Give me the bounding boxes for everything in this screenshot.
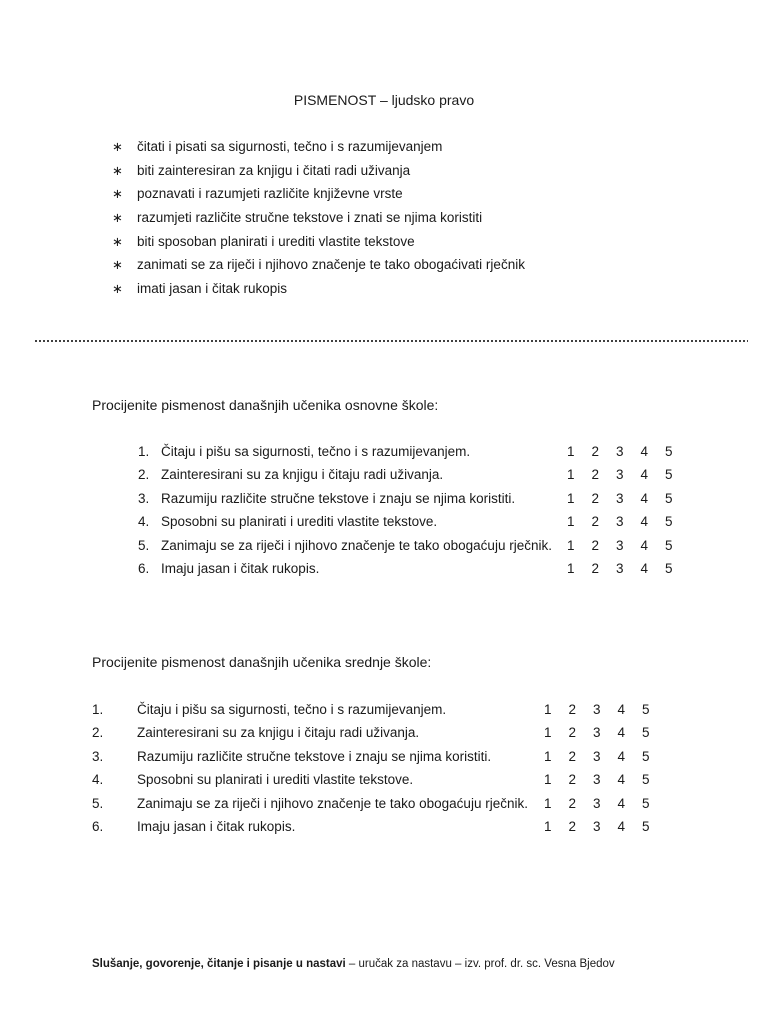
- rating-row: [92, 701, 672, 724]
- item-text: Zainteresirani su za knjigu i čitaju radi uživanja.: [161, 467, 444, 483]
- item-text: Zanimaju se za riječi i njihovo značenje te tako obogaćuju rječnik.: [161, 537, 552, 553]
- rating-option[interactable]: 5: [642, 795, 650, 811]
- rating-option[interactable]: 2: [568, 748, 577, 764]
- rating-scale: [567, 490, 690, 508]
- rating-option[interactable]: 3: [593, 748, 601, 764]
- section1-prompt: Procijenite pismenost današnjih učenika osnovne škole:: [92, 397, 439, 413]
- asterisk-icon: ∗: [112, 233, 123, 249]
- rating-option[interactable]: 5: [642, 772, 650, 788]
- asterisk-icon: ∗: [112, 210, 123, 226]
- list-item: ∗ čitati i pisati sa sigurnosti, tečno i s razumijevanjem: [112, 138, 525, 162]
- footer-book-title: Slušanje, govorenje, čitanje i pisanje u nastavi: [92, 958, 346, 970]
- list-item: ∗ biti sposoban planirati i urediti vlastite tekstove: [112, 233, 525, 257]
- rating-option[interactable]: 1: [567, 467, 575, 483]
- item-number: 4.: [92, 772, 104, 788]
- item-text: Čitaju i pišu sa sigurnosti, tečno i s razumijevanjem.: [161, 444, 471, 459]
- rating-option[interactable]: 4: [640, 537, 649, 553]
- rating-option[interactable]: 3: [593, 702, 601, 717]
- rating-option[interactable]: 5: [642, 725, 650, 741]
- rating-scale: [544, 724, 667, 742]
- section1-rating-list: [138, 443, 698, 583]
- rating-scale: [567, 443, 690, 461]
- rating-option[interactable]: 4: [640, 514, 649, 530]
- rating-option[interactable]: 2: [591, 490, 600, 506]
- rating-option[interactable]: 2: [591, 537, 600, 553]
- item-number: 1.: [92, 702, 104, 717]
- rating-option[interactable]: 2: [568, 772, 577, 788]
- rating-option[interactable]: 3: [593, 725, 601, 741]
- rating-option[interactable]: 2: [591, 560, 600, 576]
- list-item: ∗ razumjeti različite stručne tekstove i znati se njima koristiti: [112, 209, 525, 233]
- list-item: ∗ biti zainteresiran za knjigu i čitati radi uživanja: [112, 162, 525, 186]
- rating-scale: [567, 513, 690, 531]
- rating-option[interactable]: 3: [616, 560, 624, 576]
- rating-option[interactable]: 4: [640, 560, 649, 576]
- rating-option[interactable]: 3: [616, 444, 624, 459]
- rating-option[interactable]: 4: [640, 467, 649, 483]
- list-item: ∗ imati jasan i čitak rukopis: [112, 280, 525, 304]
- footer-credit: – uručak za nastavu – izv. prof. dr. sc. Vesna Bjedov: [345, 958, 615, 970]
- item-number: 3.: [92, 748, 104, 764]
- rating-row: [92, 818, 672, 841]
- rating-option[interactable]: 2: [591, 444, 600, 459]
- rating-option[interactable]: 4: [617, 795, 626, 811]
- rating-row: [138, 490, 698, 513]
- asterisk-icon: ∗: [112, 281, 123, 297]
- rating-scale: [544, 748, 667, 766]
- asterisk-icon: ∗: [112, 186, 123, 202]
- rating-option[interactable]: 1: [567, 560, 575, 576]
- rating-option[interactable]: 5: [665, 560, 673, 576]
- item-text: Čitaju i pišu sa sigurnosti, tečno i s razumijevanjem.: [137, 702, 447, 717]
- rating-option[interactable]: 5: [665, 490, 673, 506]
- rating-option[interactable]: 5: [665, 537, 673, 553]
- list-item: ∗ poznavati i razumjeti različite književne vrste: [112, 185, 525, 209]
- rating-option[interactable]: 5: [642, 818, 650, 834]
- rating-scale: [544, 701, 667, 719]
- rating-option[interactable]: 3: [593, 795, 601, 811]
- rating-option[interactable]: 4: [617, 725, 626, 741]
- footer: [92, 958, 615, 970]
- rating-option[interactable]: 2: [591, 514, 600, 530]
- rating-scale: [567, 560, 690, 578]
- rating-option[interactable]: 2: [568, 725, 577, 741]
- rating-option[interactable]: 3: [616, 467, 624, 483]
- rating-option[interactable]: 5: [642, 702, 650, 717]
- rating-option[interactable]: 4: [617, 748, 626, 764]
- rating-option[interactable]: 5: [642, 748, 650, 764]
- rating-row: [138, 443, 698, 466]
- rating-option[interactable]: 5: [665, 444, 673, 459]
- asterisk-icon: ∗: [112, 162, 123, 178]
- rating-option[interactable]: 1: [544, 795, 552, 811]
- item-number: 2.: [138, 467, 150, 483]
- rating-row: [92, 724, 672, 747]
- item-text: Imaju jasan i čitak rukopis.: [137, 818, 296, 834]
- rating-row: [138, 466, 698, 489]
- rating-option[interactable]: 4: [640, 444, 649, 459]
- rating-option[interactable]: 1: [544, 772, 552, 788]
- section2-prompt: Procijenite pismenost današnjih učenika srednje škole:: [92, 654, 432, 670]
- rating-row: [92, 795, 672, 818]
- rating-option[interactable]: 4: [640, 490, 649, 506]
- item-number: 3.: [138, 490, 150, 506]
- rating-row: [92, 771, 672, 794]
- rating-option[interactable]: 1: [567, 537, 575, 553]
- asterisk-icon: ∗: [112, 139, 123, 154]
- item-text: Imaju jasan i čitak rukopis.: [161, 560, 320, 576]
- rating-option[interactable]: 1: [544, 725, 552, 741]
- item-text: Razumiju različite stručne tekstove i znaju se njima koristiti.: [137, 748, 492, 764]
- item-text: Zanimaju se za riječi i njihovo značenje te tako obogaćuju rječnik.: [137, 795, 528, 811]
- rating-option[interactable]: 1: [567, 490, 575, 506]
- rating-option[interactable]: 4: [617, 772, 626, 788]
- item-number: 2.: [92, 725, 104, 741]
- rating-option[interactable]: 3: [616, 490, 624, 506]
- rating-option[interactable]: 2: [568, 795, 577, 811]
- item-number: 1.: [138, 444, 150, 459]
- item-number: 6.: [92, 818, 104, 834]
- rating-row: [138, 560, 698, 583]
- item-text: Zainteresirani su za knjigu i čitaju radi uživanja.: [137, 725, 420, 741]
- rating-scale: [567, 537, 690, 555]
- item-number: 4.: [138, 514, 150, 530]
- rating-option[interactable]: 1: [567, 514, 575, 530]
- item-text: Sposobni su planirati i urediti vlastite tekstove.: [137, 772, 414, 788]
- rating-option[interactable]: 3: [593, 772, 601, 788]
- rating-option[interactable]: 4: [617, 818, 626, 834]
- rating-row: [92, 748, 672, 771]
- rating-option[interactable]: 2: [591, 467, 600, 483]
- rating-option[interactable]: 1: [544, 818, 552, 834]
- item-text: Sposobni su planirati i urediti vlastite tekstove.: [161, 514, 438, 530]
- rating-option[interactable]: 1: [544, 702, 552, 717]
- rating-scale: [567, 466, 690, 484]
- rating-scale: [544, 818, 667, 836]
- dotted-divider: [34, 339, 748, 343]
- rating-scale: [544, 771, 667, 789]
- rating-row: [138, 537, 698, 560]
- rating-option[interactable]: 3: [616, 514, 624, 530]
- rating-row: [138, 513, 698, 536]
- item-text: Razumiju različite stručne tekstove i znaju se njima koristiti.: [161, 490, 516, 506]
- bullet-list: [112, 138, 525, 304]
- item-number: 5.: [92, 795, 104, 811]
- rating-scale: [544, 795, 667, 813]
- asterisk-icon: ∗: [112, 257, 123, 273]
- item-number: 5.: [138, 537, 150, 553]
- rating-option[interactable]: 3: [616, 537, 624, 553]
- page-title: PISMENOST – ljudsko pravo: [293, 92, 475, 108]
- section2-rating-list: [92, 701, 672, 841]
- rating-option[interactable]: 5: [665, 514, 673, 530]
- rating-option[interactable]: 2: [568, 818, 577, 834]
- list-item: ∗ zanimati se za riječi i njihovo značenje te tako obogaćivati rječnik: [112, 256, 525, 280]
- rating-option[interactable]: 3: [593, 818, 601, 834]
- rating-option[interactable]: 5: [665, 467, 673, 483]
- rating-option[interactable]: 1: [567, 444, 575, 459]
- rating-option[interactable]: 2: [568, 702, 577, 717]
- rating-option[interactable]: 1: [544, 748, 552, 764]
- rating-option[interactable]: 4: [617, 702, 626, 717]
- item-number: 6.: [138, 560, 150, 576]
